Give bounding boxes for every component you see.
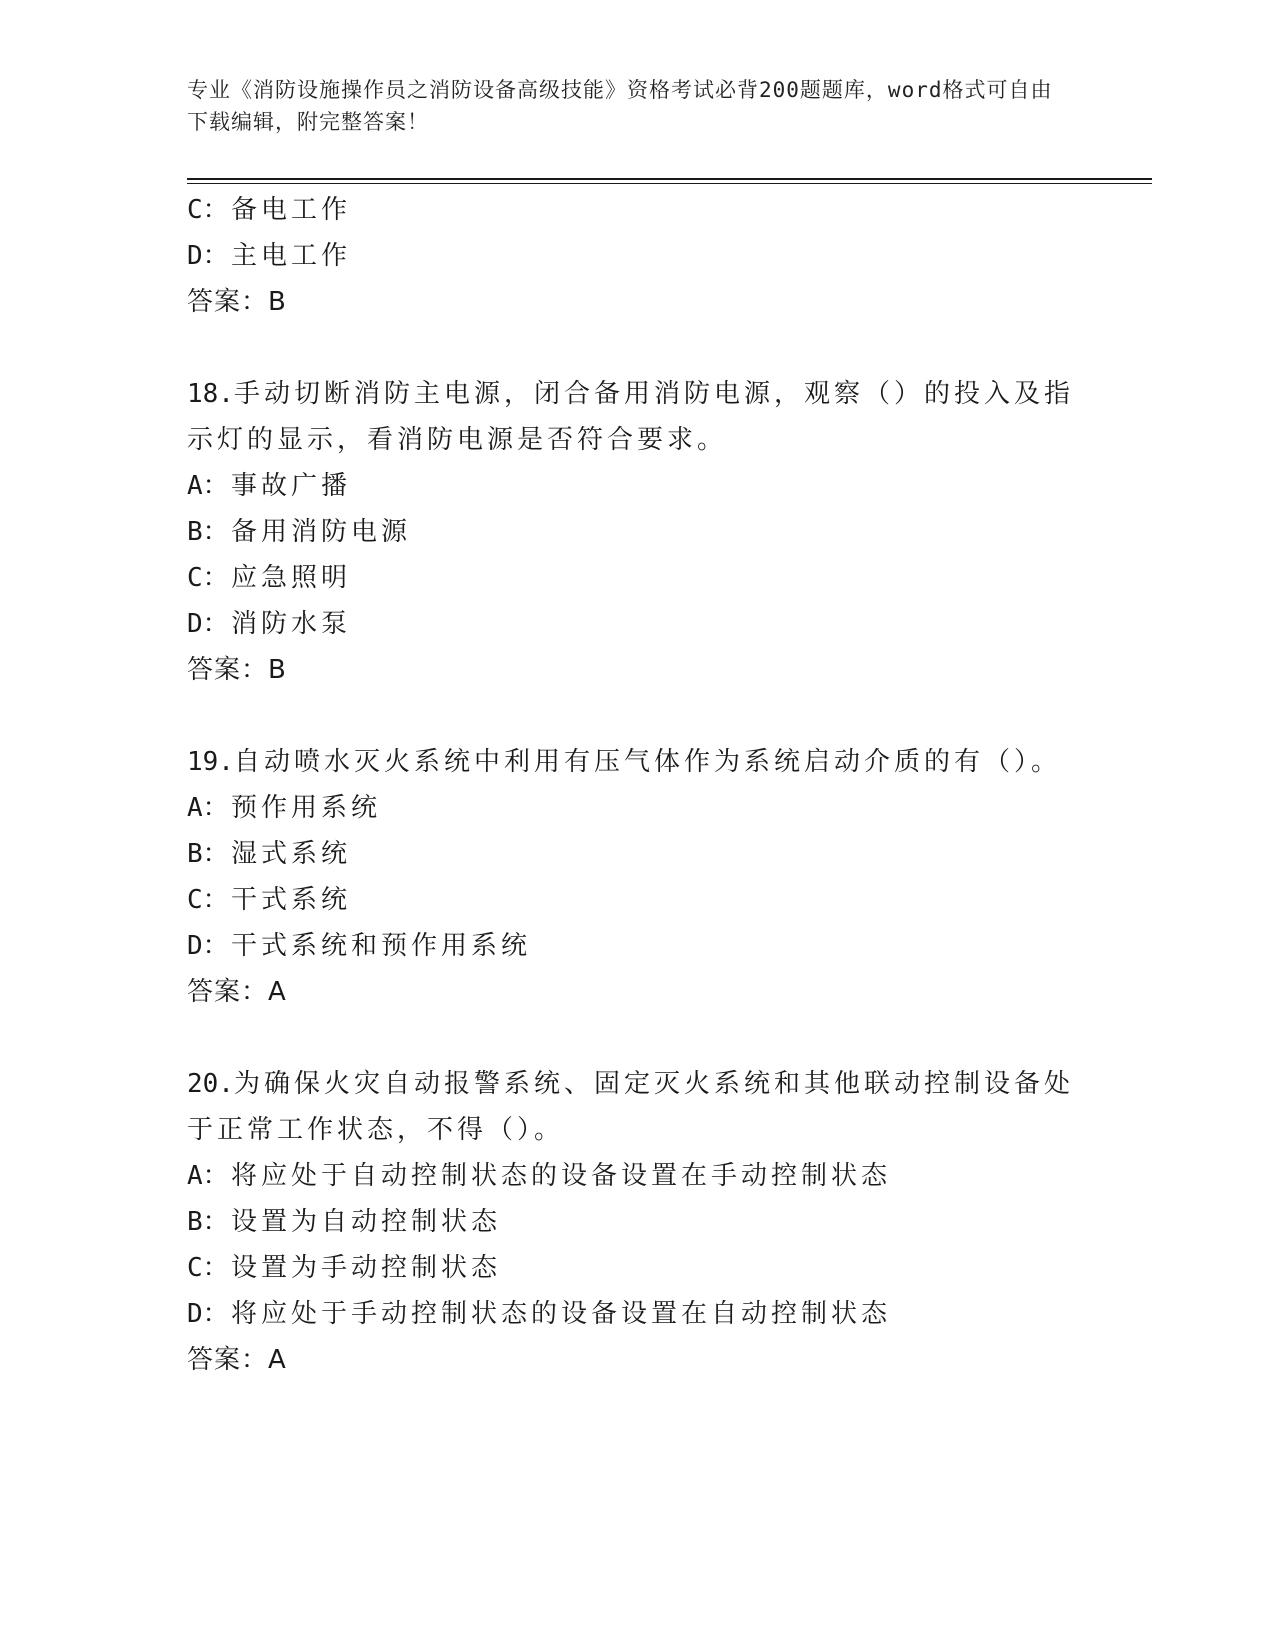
option-text: 设置为自动控制状态	[231, 1207, 502, 1237]
document-header: 专业《消防设施操作员之消防设备高级技能》资格考试必背200题题库，word格式可自由下载编辑，附完整答案！	[187, 78, 1053, 134]
option-text: 备电工作	[231, 195, 352, 225]
header-rule-thick	[187, 178, 1152, 180]
option-label: D：	[187, 1299, 229, 1329]
option-label: A：	[187, 1161, 229, 1191]
option-text: 湿式系统	[231, 839, 352, 869]
question-number: 19.	[187, 747, 234, 777]
option-text: 干式系统	[231, 885, 352, 915]
document-body	[187, 187, 1087, 1383]
option-line	[187, 831, 1087, 877]
option-label: A：	[187, 793, 229, 823]
option-line	[187, 555, 1087, 601]
question-number: 20.	[187, 1069, 234, 1099]
option-label: C：	[187, 195, 229, 225]
option-label: B：	[187, 1207, 229, 1237]
question-20	[187, 1061, 1087, 1383]
option-line	[187, 1153, 1087, 1199]
option-label: B：	[187, 839, 229, 869]
option-label: A：	[187, 471, 229, 501]
option-label: C：	[187, 885, 229, 915]
option-line	[187, 1245, 1087, 1291]
option-text: 应急照明	[231, 563, 352, 593]
option-line	[187, 923, 1087, 969]
answer-line: 答案：A	[187, 1345, 287, 1375]
option-line	[187, 233, 1087, 279]
option-text: 事故广播	[231, 471, 352, 501]
header-rule-thin	[187, 183, 1152, 184]
option-label: B：	[187, 517, 229, 547]
option-line	[187, 509, 1087, 555]
option-text: 主电工作	[231, 241, 352, 271]
question-number: 18.	[187, 379, 234, 409]
answer-line: 答案：B	[187, 655, 287, 685]
question-19	[187, 739, 1087, 1015]
question-stem	[187, 1061, 1077, 1153]
option-line	[187, 1199, 1087, 1245]
option-line	[187, 785, 1087, 831]
question-stem	[187, 739, 1077, 785]
question-18	[187, 371, 1087, 693]
option-label: D：	[187, 931, 229, 961]
option-text: 预作用系统	[231, 793, 382, 823]
option-line	[187, 187, 1087, 233]
option-text: 设置为手动控制状态	[231, 1253, 502, 1283]
question-text: 为确保火灾自动报警系统、固定灭火系统和其他联动控制设备处于正常工作状态，不得（）。	[187, 1069, 1074, 1145]
option-line	[187, 877, 1087, 923]
question-text: 手动切断消防主电源，闭合备用消防电源，观察（）的投入及指示灯的显示，看消防电源是否符合要求。	[187, 379, 1074, 455]
option-line	[187, 1291, 1087, 1337]
option-line	[187, 463, 1087, 509]
option-text: 干式系统和预作用系统	[231, 931, 532, 961]
answer-line: 答案：A	[187, 977, 287, 1007]
option-text: 消防水泵	[231, 609, 352, 639]
option-label: D：	[187, 609, 229, 639]
option-text: 备用消防电源	[231, 517, 412, 547]
question-text: 自动喷水灭火系统中利用有压气体作为系统启动介质的有（）。	[233, 747, 1061, 777]
option-text: 将应处于自动控制状态的设备设置在手动控制状态	[231, 1161, 892, 1191]
option-label: D：	[187, 241, 229, 271]
option-label: C：	[187, 1253, 229, 1283]
question-fragment	[187, 187, 1087, 325]
question-stem	[187, 371, 1077, 463]
answer-line: 答案：B	[187, 287, 287, 317]
option-label: C：	[187, 563, 229, 593]
option-text: 将应处于手动控制状态的设备设置在自动控制状态	[231, 1299, 892, 1329]
option-line	[187, 601, 1087, 647]
